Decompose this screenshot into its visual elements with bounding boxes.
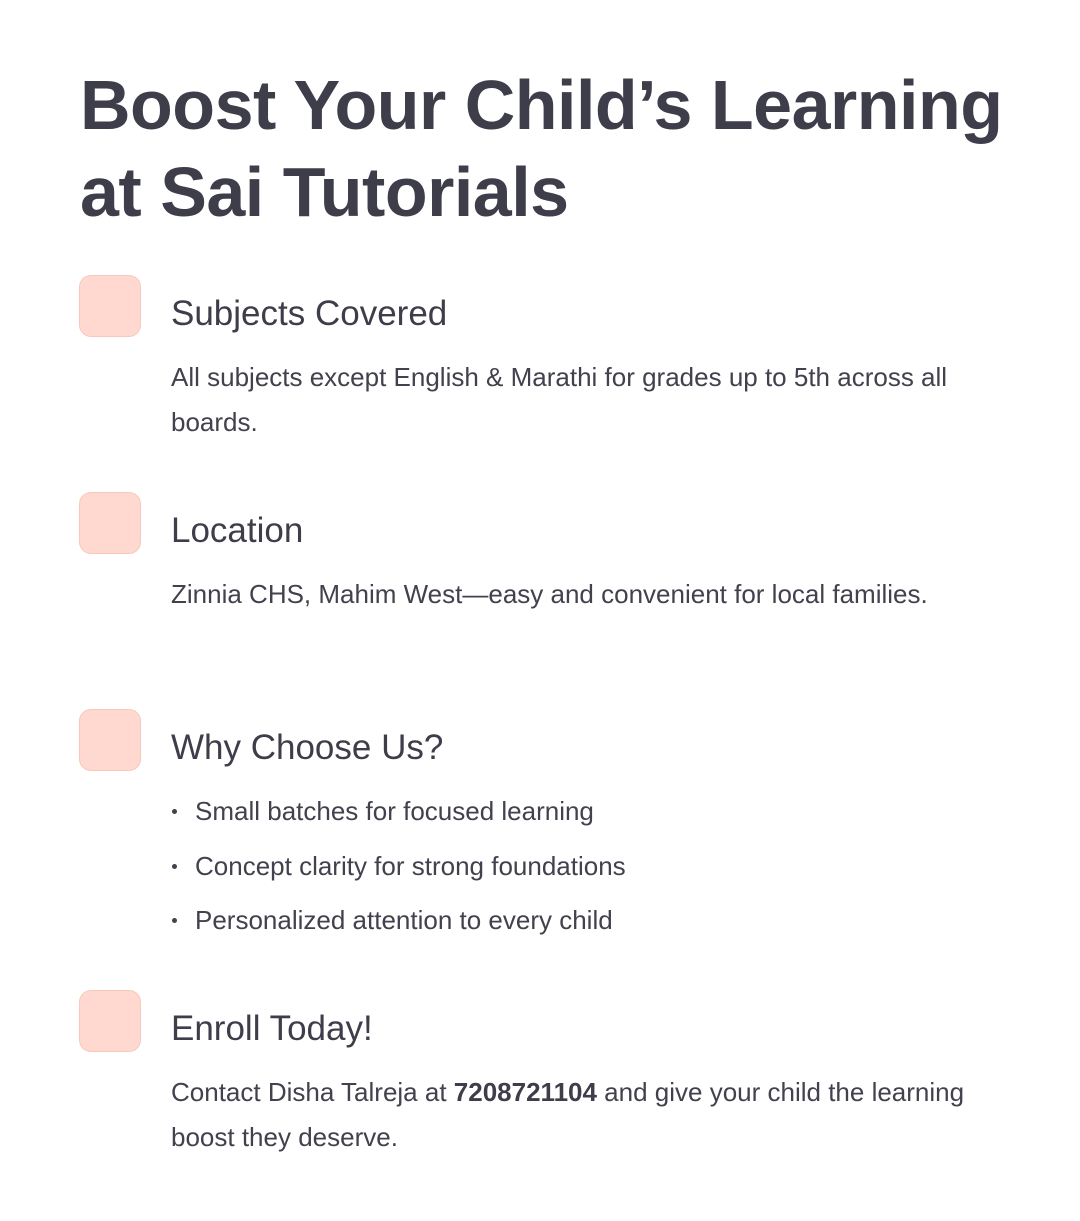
list-item-text: Concept clarity for strong foundations [195,850,626,881]
list-item [171,789,991,844]
enroll-description [171,1070,991,1160]
contact-text-before: Contact Disha Talreja at [171,1077,454,1107]
list-item-text: Small batches for focused learning [195,796,594,826]
section-square-icon [79,709,141,771]
list-item [171,898,991,953]
list-item-text: Personalized attention to every child [195,905,613,935]
bullet-dot-icon [172,918,177,923]
contact-text-after: and give your child the learning boost they deserve. [171,1077,965,1152]
bullet-dot-icon [172,864,177,869]
section-heading: Subjects Covered [171,294,448,333]
phone-number: 7208721104 [453,1077,597,1107]
section-heading: Location [171,511,304,550]
section-square-icon [79,990,141,1052]
section-heading: Why Choose Us? [171,728,444,767]
section-description: All subjects except English & Marathi for grades up to 5th across all boards. [171,362,948,437]
page-title: Boost Your Child’s Learning at Sai Tutorials [80,66,1003,231]
benefits-list [171,789,991,953]
section-square-icon [79,492,141,554]
section-square-icon [79,275,141,337]
section-heading: Enroll Today! [171,1009,373,1048]
bullet-dot-icon [172,809,177,814]
section-description: Zinnia CHS, Mahim West—easy and convenient for local families. [171,579,928,609]
list-item [171,844,991,899]
